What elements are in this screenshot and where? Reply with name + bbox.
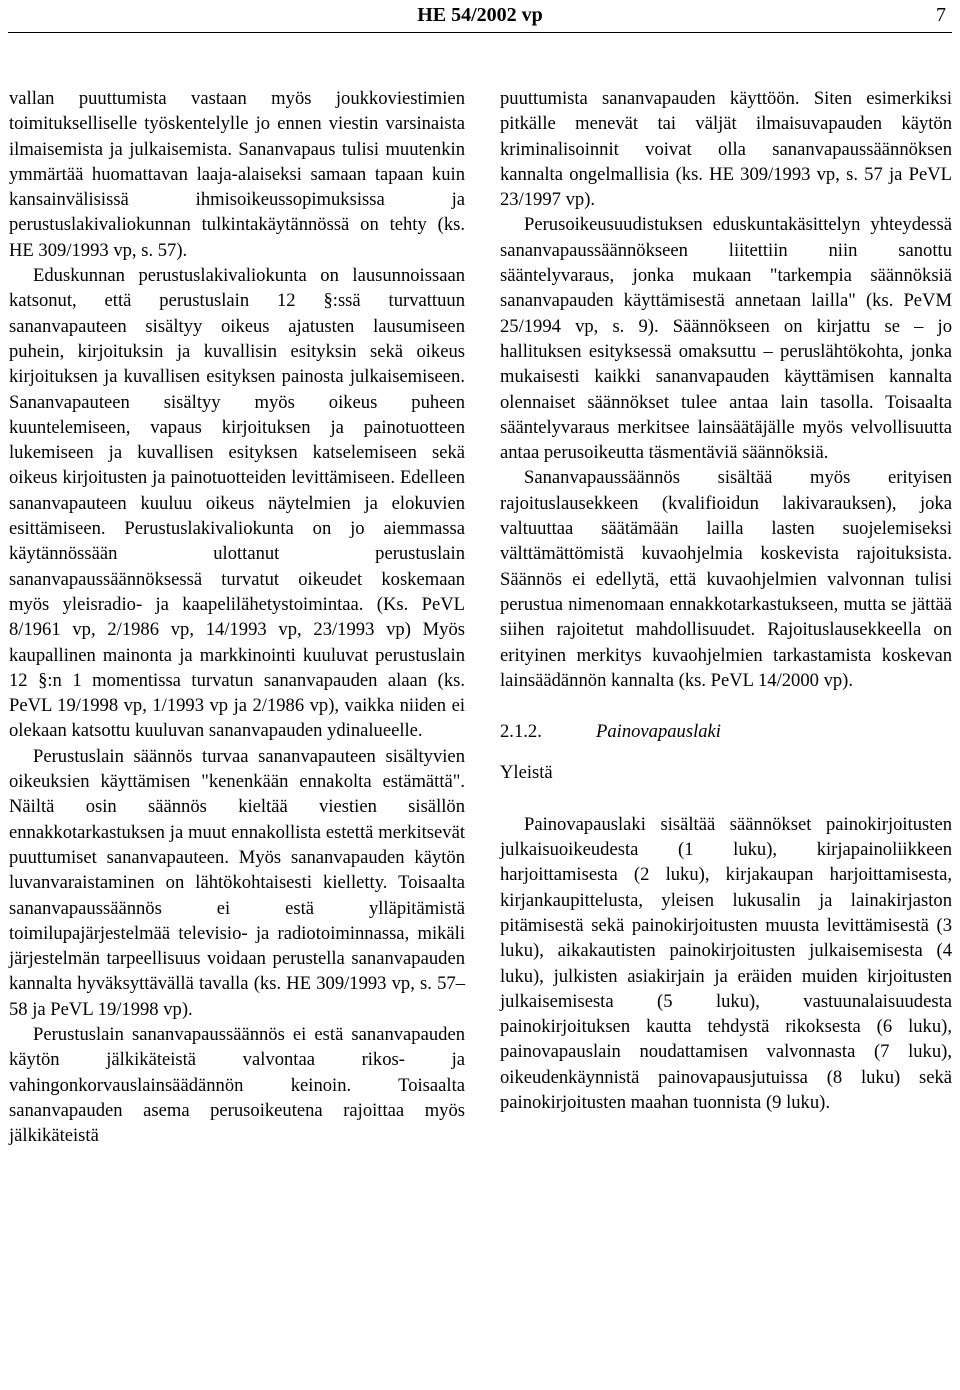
paragraph: Painovapauslaki sisältää säännökset painokirjoitusten julkaisuoikeudesta (1 luku), kirjapainoliikkeen harjoittamisesta (2 luku), kirjakaupan harjoittamisesta, kirjankaupittelusta, yleisen lukusalin ja lainakirjaston pitämisestä sekä painokirjoitusten muusta levittämisestä (3 luku), aikakautisten painokirjoitusten julkaisemisesta (4 luku), julkisten asiakirjain ja eräiden muiden kirjoitusten julkaisemisesta (5 luku), vastuunalaisuudesta painokirjoituksen kautta tehdystä rikoksesta (6 luku), painovapauslain noudattamisen valvonnasta (7 luku), oikeudenkäynnistä painovapausjutuissa (8 luku) sekä painokirjoitusten maahan tuonnista (9 luku).	[500, 813, 952, 1113]
section-title: Painovapauslaki	[596, 721, 721, 743]
paragraph: puuttumista sananvapauden käyttöön. Siten esimerkiksi pitkälle menevät tai väljät ilmaisuvapauden käytön kriminalisoinnit voivat olla sananvapaussäännöksen kannalta ongelmallisia (ks. HE 309/1993 vp, s. 57 ja PeVL 23/1997 vp).	[500, 88, 952, 211]
paragraph: Perusoikeusuudistuksen eduskuntakäsittelyn yhteydessä sananvapaussäännökseen liitettiin niin sanottu sääntelyvaraus, jonka mukaan "tarkempia säännöksiä sananvapauden käyttämisestä annetaan lailla" (ks. PeVM 25/1994 vp, s. 9). Säännökseen on kirjattu se – jo hallituksen esityksessä omaksuttu – peruslähtökohta, jonka mukaisesti kaikki sananvapauden käyttämisen kannalta olennaiset säännökset tulee antaa lain tasolla. Toisaalta sääntelyvaraus merkitsee lainsäätäjälle myös velvollisuutta antaa perusoikeutta täsmentäviä säännöksiä.	[500, 214, 952, 464]
paragraph: Sananvapaussäännös sisältää myös erityisen rajoituslausekkeen (kvalifioidun lakivarauksen), joka valtuuttaa säätämään lailla lasten suojelemiseksi välttämättömistä kuvaohjelmia koskevista rajoituksista. Säännös ei edellytä, että kuvaohjelmien valvonnan tulisi perustua nimenomaan ennakkotarkastukseen, mutta se jättää siihen rajoitetut mahdollisuudet. Rajoituslausekkeella on erityinen merkitys kuvaohjelmien tarkastamista koskevan lainsäädännön kannalta (ks. PeVL 14/2000 vp).	[500, 467, 952, 691]
paragraph: vallan puuttumista vastaan myös joukkoviestimien toimitukselliselle työskentelylle jo ennen viestin varsinaista ilmaisemista ja julkaisemista. Sananvapaus tulisi muutenkin ymmärtää huomattavan laaja-alaiseksi samaan tapaan kuin kansainvälisissä ihmisoikeussopimuksissa ja perustuslakivaliokunnan tulkintakäytännössä on tehty (ks. HE 309/1993 vp, s. 57).	[9, 88, 465, 261]
subheading: Yleistä	[500, 762, 553, 784]
page-header	[0, 0, 960, 34]
section-number: 2.1.2.	[500, 721, 542, 743]
document-title: HE 54/2002 vp	[417, 4, 543, 26]
header-rule	[8, 32, 952, 33]
paragraph: Perustuslain säännös turvaa sananvapauteen sisältyvien oikeuksien käyttämisen "kenenkään ennakolta estämättä". Näiltä osin säännös kieltää viestien sisällön ennakkotarkastuksen ja muut ennakollista estettä merkitsevät puuttumiset sananvapauteen. Myös sananvapauden käytön luvanvaraistaminen on lähtökohtaisesti kielletty. Toisaalta sananvapaussäännös ei estä ylläpitämistä toimilupajärjestelmää televisio- ja radiotoiminnassa, mikäli järjestelmän tarpeellisuus voidaan perustella sananvapauden kannalta hyväksyttävällä tavalla (ks. HE 309/1993 vp, s. 57–58 ja PeVL 19/1998 vp).	[9, 745, 465, 1020]
section-heading	[500, 719, 952, 744]
right-column	[500, 86, 952, 1115]
paragraph: Eduskunnan perustuslakivaliokunta on lausunnoissaan katsonut, että perustuslain 12 §:ssä turvattuun sananvapauteen sisältyy oikeus ajatusten lausumiseen puhein, kirjoituksin ja kuvallisin esityksin sekä oikeus kirjoituksen ja kuvallisen esityksen painosta julkaisemiseen. Sananvapauteen sisältyy myös oikeus puheen kuuntelemiseen, vapaus kirjoituksen ja painotuotteen lukemiseen ja kuvallisen esityksen katselemiseen sekä oikeus kirjoitusten ja painotuotteiden levittämiseen. Edelleen sananvapauteen kuuluu oikeus näytelmien ja elokuvien esittämiseen. Perustuslakivaliokunta on jo aiemmassa käytännössään ulottanut perustuslain sananvapaussäännöksessä turvatut oikeudet koskemaan myös yleisradio- ja kaapelilähetystoimintaa. (Ks. PeVL 8/1961 vp, 2/1986 vp, 14/1993 vp, 23/1993 vp) Myös kaupallinen mainonta ja markkinointi kuuluvat perustuslain 12 §:n 1 momentissa turvatun sananvapauden alaan (ks. PeVL 19/1998 vp, 1/1993 vp ja 2/1986 vp), vaikka niiden ei olekaan katsottu kuuluvan sananvapauden ydinalueelle.	[9, 265, 465, 742]
page-number: 7	[936, 4, 946, 26]
paragraph: Perustuslain sananvapaussäännös ei estä sananvapauden käytön jälkikäteistä valvontaa rikos- ja vahingonkorvauslainsäädännön keinoin. Toisaalta sananvapauden asema perusoikeutena rajoittaa myös jälkikäteistä	[9, 1023, 465, 1147]
left-column	[9, 86, 465, 1148]
